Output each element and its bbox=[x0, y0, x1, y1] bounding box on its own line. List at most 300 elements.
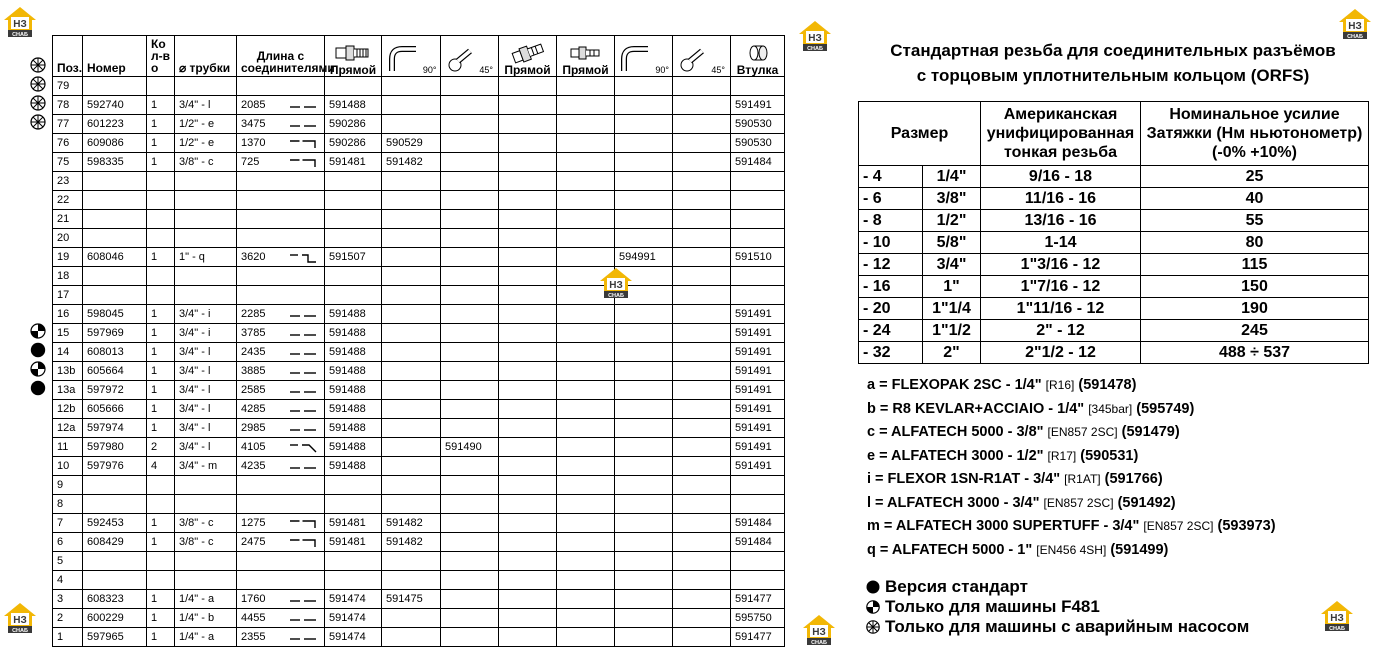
fitting-45-2-cell bbox=[673, 609, 731, 628]
sleeve-cell: 591477 bbox=[731, 590, 785, 609]
fitting-90-1-cell bbox=[382, 609, 441, 628]
orfs-thread-cell: 2" - 12 bbox=[981, 320, 1141, 342]
fitting-straight-2-cell bbox=[499, 514, 557, 533]
part-number-cell: 597969 bbox=[83, 324, 147, 343]
hose-legend-item bbox=[867, 398, 1367, 422]
straight-shape-icon bbox=[288, 328, 318, 340]
right-angle-shape-icon bbox=[288, 518, 318, 530]
row-marker bbox=[30, 57, 46, 73]
fitting-90-2-cell bbox=[615, 552, 673, 571]
fitting-90-2-cell bbox=[615, 419, 673, 438]
orfs-dash-cell: - 32 bbox=[859, 342, 923, 364]
sleeve-cell: 591491 bbox=[731, 324, 785, 343]
straight-shape-icon bbox=[288, 100, 318, 112]
orfs-row bbox=[859, 298, 1369, 320]
orfs-header-torque-line-3: (-0% +10%) bbox=[1212, 144, 1297, 161]
fitting-straight-3-cell bbox=[557, 248, 615, 267]
fitting-90-2-cell bbox=[615, 457, 673, 476]
quartered-circle-icon bbox=[30, 323, 46, 339]
hose-legend-item bbox=[867, 492, 1367, 516]
tube-cell bbox=[175, 267, 237, 286]
fitting-90-1-cell bbox=[382, 210, 441, 229]
qty-cell: 1 bbox=[147, 533, 175, 552]
qty-cell bbox=[147, 286, 175, 305]
orfs-row bbox=[859, 166, 1369, 188]
fitting-90-2-cell: 594991 bbox=[615, 248, 673, 267]
straight-shape-icon bbox=[288, 404, 318, 416]
table-row bbox=[53, 514, 785, 533]
header-straight-2-label: Прямой bbox=[504, 63, 551, 77]
fitting-45-2-cell bbox=[673, 381, 731, 400]
length-value: 2355 bbox=[241, 631, 266, 643]
pos-cell: 17 bbox=[53, 286, 83, 305]
table-row bbox=[53, 96, 785, 115]
qty-cell bbox=[147, 267, 175, 286]
fitting-90-1-cell bbox=[382, 628, 441, 647]
hose-legend-item bbox=[867, 421, 1367, 445]
fitting-straight-1-cell: 591488 bbox=[325, 419, 382, 438]
sleeve-cell bbox=[731, 495, 785, 514]
fitting-straight-2-cell bbox=[499, 191, 557, 210]
header-sleeve-label: Втулка bbox=[736, 63, 779, 77]
brand-logo-icon bbox=[1337, 6, 1373, 42]
orfs-header-thread-line-1: Американская bbox=[1003, 106, 1118, 123]
part-number-cell: 605664 bbox=[83, 362, 147, 381]
part-number-cell bbox=[83, 229, 147, 248]
fitting-straight-1-cell: 591488 bbox=[325, 305, 382, 324]
legend-f481 bbox=[866, 597, 1249, 617]
pos-cell: 77 bbox=[53, 115, 83, 134]
fitting-90-1-cell bbox=[382, 229, 441, 248]
table-row bbox=[53, 267, 785, 286]
parts-table bbox=[52, 35, 785, 647]
fitting-straight-1-cell: 591488 bbox=[325, 438, 382, 457]
length-cell bbox=[237, 552, 325, 571]
part-number-cell: 608429 bbox=[83, 533, 147, 552]
fitting-90-1-cell bbox=[382, 381, 441, 400]
table-row bbox=[53, 172, 785, 191]
pos-cell: 16 bbox=[53, 305, 83, 324]
fitting-straight-3-cell bbox=[557, 628, 615, 647]
fitting-straight-2-cell bbox=[499, 476, 557, 495]
table-row bbox=[53, 191, 785, 210]
sleeve-cell: 595750 bbox=[731, 609, 785, 628]
fitting-straight-1-cell: 591488 bbox=[325, 381, 382, 400]
sleeve-cell: 591491 bbox=[731, 419, 785, 438]
fitting-45-1-cell bbox=[441, 172, 499, 191]
fitting-45-1-cell bbox=[441, 495, 499, 514]
fitting-straight-3-cell bbox=[557, 153, 615, 172]
fitting-straight-2-cell bbox=[499, 343, 557, 362]
fitting-90-1-cell bbox=[382, 343, 441, 362]
fitting-45-2-cell bbox=[673, 533, 731, 552]
straight-shape-icon bbox=[288, 632, 318, 644]
hose-legend-spec: [345bar] bbox=[1088, 401, 1133, 416]
orfs-row bbox=[859, 254, 1369, 276]
pos-cell: 75 bbox=[53, 153, 83, 172]
length-value: 2435 bbox=[241, 346, 266, 358]
orfs-thread-cell: 9/16 - 18 bbox=[981, 166, 1141, 188]
fitting-straight-3-cell bbox=[557, 419, 615, 438]
fitting-straight-1-cell bbox=[325, 571, 382, 590]
quartered-circle-icon bbox=[30, 361, 46, 377]
hose-legend-main: e = ALFATECH 3000 - 1/2" bbox=[867, 447, 1044, 464]
fitting-straight-2-cell bbox=[499, 305, 557, 324]
fitting-90-2-cell bbox=[615, 134, 673, 153]
wheel-circle-icon bbox=[30, 95, 46, 111]
length-value: 4235 bbox=[241, 460, 266, 472]
pos-cell: 10 bbox=[53, 457, 83, 476]
fitting-45-1-cell bbox=[441, 400, 499, 419]
pos-cell: 2 bbox=[53, 609, 83, 628]
fitting-straight-3-cell bbox=[557, 590, 615, 609]
orfs-header-thread-line-2: унифицированная bbox=[986, 125, 1135, 142]
parts-header-row bbox=[53, 36, 785, 77]
pos-cell: 20 bbox=[53, 229, 83, 248]
orfs-torque-cell: 190 bbox=[1141, 298, 1369, 320]
fitting-straight-2-cell bbox=[499, 495, 557, 514]
qty-cell: 1 bbox=[147, 590, 175, 609]
orfs-header-thread bbox=[981, 102, 1141, 166]
orfs-table-body bbox=[859, 166, 1369, 364]
part-number-cell: 597980 bbox=[83, 438, 147, 457]
part-number-cell: 598335 bbox=[83, 153, 147, 172]
fitting-90-2-cell bbox=[615, 609, 673, 628]
fitting-straight-3-cell bbox=[557, 571, 615, 590]
length-value: 1760 bbox=[241, 593, 266, 605]
hose-legend-code: (591479) bbox=[1121, 424, 1180, 440]
length-value: 2475 bbox=[241, 536, 266, 548]
fitting-45-2-cell bbox=[673, 229, 731, 248]
fitting-90-1-cell bbox=[382, 419, 441, 438]
sleeve-cell bbox=[731, 172, 785, 191]
length-value: 2985 bbox=[241, 422, 266, 434]
legend-standard-label: Версия стандарт bbox=[885, 577, 1028, 596]
svg-text:НЗ: НЗ bbox=[808, 33, 822, 44]
straight-shape-icon bbox=[288, 366, 318, 378]
brand-logo-icon bbox=[2, 4, 38, 40]
hose-legend-main: a = FLEXOPAK 2SC - 1/4" bbox=[867, 377, 1042, 393]
sleeve-cell: 590530 bbox=[731, 115, 785, 134]
orfs-torque-table bbox=[858, 101, 1369, 364]
svg-text:НЗ: НЗ bbox=[13, 615, 27, 626]
table-row bbox=[53, 419, 785, 438]
sleeve-cell: 591491 bbox=[731, 343, 785, 362]
brand-logo-icon bbox=[1319, 598, 1355, 634]
header-pos: Поз. bbox=[53, 36, 83, 77]
orfs-header-torque-line-2: Затяжки (Нм ньютонометр) bbox=[1146, 125, 1363, 142]
quartered-circle-icon bbox=[866, 600, 880, 614]
hose-legend-main: c = ALFATECH 5000 - 3/8" bbox=[867, 424, 1044, 440]
hose-legend-spec: [EN857 2SC] bbox=[1143, 519, 1214, 533]
header-90-1 bbox=[382, 36, 441, 77]
header-45-1 bbox=[441, 36, 499, 77]
length-cell bbox=[237, 533, 325, 552]
part-number-cell: 597965 bbox=[83, 628, 147, 647]
qty-cell bbox=[147, 476, 175, 495]
table-row bbox=[53, 552, 785, 571]
tube-cell bbox=[175, 77, 237, 96]
fitting-straight-2-cell bbox=[499, 438, 557, 457]
header-qty: Кол-во bbox=[147, 36, 175, 77]
hose-legend-spec: [EN857 2SC] bbox=[1043, 495, 1114, 510]
pos-cell: 23 bbox=[53, 172, 83, 191]
sleeve-cell bbox=[731, 476, 785, 495]
tube-cell bbox=[175, 286, 237, 305]
fitting-45-2-cell bbox=[673, 590, 731, 609]
table-row bbox=[53, 153, 785, 172]
table-row bbox=[53, 362, 785, 381]
orfs-dash-cell: - 12 bbox=[859, 254, 923, 276]
pos-cell: 76 bbox=[53, 134, 83, 153]
fitting-straight-1-cell: 591488 bbox=[325, 400, 382, 419]
orfs-dash-cell: - 4 bbox=[859, 166, 923, 188]
fitting-90-2-cell bbox=[615, 96, 673, 115]
row-marker bbox=[30, 114, 46, 130]
fitting-45-2-cell bbox=[673, 514, 731, 533]
fitting-straight-1-cell bbox=[325, 172, 382, 191]
fitting-90-2-cell bbox=[615, 172, 673, 191]
orfs-row bbox=[859, 232, 1369, 254]
part-number-cell: 600229 bbox=[83, 609, 147, 628]
hose-legend-item bbox=[867, 445, 1367, 469]
header-straight-1 bbox=[325, 36, 382, 77]
hose-legend-code: (590531) bbox=[1080, 447, 1139, 464]
fitting-45-2-cell bbox=[673, 172, 731, 191]
fitting-straight-1-cell: 591481 bbox=[325, 514, 382, 533]
fitting-straight-3-cell bbox=[557, 381, 615, 400]
qty-cell bbox=[147, 495, 175, 514]
fitting-45-1-cell bbox=[441, 457, 499, 476]
orfs-torque-cell: 115 bbox=[1141, 254, 1369, 276]
orfs-dash-cell: - 8 bbox=[859, 210, 923, 232]
orfs-row bbox=[859, 342, 1369, 364]
fitting-straight-3-cell bbox=[557, 305, 615, 324]
fitting-straight-1-cell bbox=[325, 552, 382, 571]
straight-fitting-icon bbox=[509, 44, 547, 62]
fitting-90-1-cell bbox=[382, 400, 441, 419]
header-straight-3 bbox=[557, 36, 615, 77]
sleeve-cell: 591491 bbox=[731, 362, 785, 381]
length-cell bbox=[237, 457, 325, 476]
straight-fitting-icon bbox=[567, 44, 605, 62]
fitting-straight-3-cell bbox=[557, 495, 615, 514]
elbow-45-fitting-icon bbox=[678, 47, 708, 73]
straight-fitting-icon bbox=[334, 44, 372, 62]
fitting-straight-2-cell bbox=[499, 324, 557, 343]
fitting-straight-2-cell bbox=[499, 286, 557, 305]
fitting-straight-1-cell: 591507 bbox=[325, 248, 382, 267]
row-marker bbox=[30, 361, 46, 377]
qty-cell bbox=[147, 210, 175, 229]
fitting-90-1-cell bbox=[382, 172, 441, 191]
qty-cell: 1 bbox=[147, 514, 175, 533]
fitting-45-2-cell bbox=[673, 286, 731, 305]
orfs-thread-cell: 1"7/16 - 12 bbox=[981, 276, 1141, 298]
fitting-90-1-cell bbox=[382, 267, 441, 286]
qty-cell: 1 bbox=[147, 96, 175, 115]
part-number-cell bbox=[83, 191, 147, 210]
fitting-straight-1-cell bbox=[325, 267, 382, 286]
tube-cell bbox=[175, 495, 237, 514]
fitting-90-2-cell bbox=[615, 343, 673, 362]
header-90-2 bbox=[615, 36, 673, 77]
straight-shape-icon bbox=[288, 385, 318, 397]
sleeve-cell bbox=[731, 191, 785, 210]
fitting-straight-2-cell bbox=[499, 210, 557, 229]
fitting-straight-2-cell bbox=[499, 590, 557, 609]
fitting-45-2-cell bbox=[673, 552, 731, 571]
fitting-45-1-cell bbox=[441, 476, 499, 495]
fitting-45-2-cell bbox=[673, 305, 731, 324]
fitting-90-1-cell: 590529 bbox=[382, 134, 441, 153]
sleeve-cell: 591491 bbox=[731, 305, 785, 324]
orfs-inch-cell: 3/8" bbox=[923, 188, 981, 210]
parts-table-body bbox=[53, 77, 785, 647]
sleeve-cell: 591484 bbox=[731, 153, 785, 172]
legend-f481-label: Только для машины F481 bbox=[885, 597, 1100, 616]
brand-logo-icon bbox=[598, 265, 634, 301]
fitting-straight-2-cell bbox=[499, 134, 557, 153]
fitting-90-2-cell bbox=[615, 381, 673, 400]
fitting-straight-2-cell bbox=[499, 533, 557, 552]
fitting-90-2-cell bbox=[615, 533, 673, 552]
straight-shape-icon bbox=[288, 423, 318, 435]
orfs-header-thread-line-3: тонкая резьба bbox=[1004, 144, 1117, 161]
fitting-straight-2-cell bbox=[499, 267, 557, 286]
length-value: 1275 bbox=[241, 517, 266, 529]
table-row bbox=[53, 495, 785, 514]
svg-text:НЗ: НЗ bbox=[1330, 613, 1344, 624]
fitting-45-1-cell bbox=[441, 362, 499, 381]
fitting-45-2-cell bbox=[673, 248, 731, 267]
hose-legend-main: m = ALFATECH 3000 SUPERTUFF - 3/4" bbox=[867, 518, 1140, 534]
fitting-90-2-cell bbox=[615, 476, 673, 495]
length-cell bbox=[237, 115, 325, 134]
fitting-straight-1-cell bbox=[325, 495, 382, 514]
pos-cell: 11 bbox=[53, 438, 83, 457]
fitting-45-2-cell bbox=[673, 343, 731, 362]
fitting-straight-3-cell bbox=[557, 77, 615, 96]
orfs-thread-cell: 1-14 bbox=[981, 232, 1141, 254]
table-row bbox=[53, 476, 785, 495]
header-straight-2 bbox=[499, 36, 557, 77]
qty-cell bbox=[147, 229, 175, 248]
sleeve-cell: 591484 bbox=[731, 533, 785, 552]
tube-cell: 3/4" - l bbox=[175, 381, 237, 400]
orfs-thread-cell: 2"1/2 - 12 bbox=[981, 342, 1141, 364]
fitting-90-1-cell bbox=[382, 305, 441, 324]
fitting-90-2-cell bbox=[615, 438, 673, 457]
tube-cell: 1" - q bbox=[175, 248, 237, 267]
fitting-straight-1-cell: 590286 bbox=[325, 134, 382, 153]
fitting-straight-3-cell bbox=[557, 609, 615, 628]
fitting-straight-3-cell bbox=[557, 476, 615, 495]
brand-logo-icon bbox=[801, 612, 837, 648]
length-cell bbox=[237, 153, 325, 172]
hose-legend-spec: [R16] bbox=[1045, 378, 1075, 392]
filled-circle-icon bbox=[866, 580, 880, 594]
tube-cell: 1/4" - b bbox=[175, 609, 237, 628]
orfs-row bbox=[859, 276, 1369, 298]
fitting-90-2-cell bbox=[615, 400, 673, 419]
qty-cell: 1 bbox=[147, 419, 175, 438]
sleeve-cell bbox=[731, 552, 785, 571]
fitting-45-2-cell bbox=[673, 495, 731, 514]
fitting-straight-1-cell: 591481 bbox=[325, 533, 382, 552]
fitting-straight-2-cell bbox=[499, 400, 557, 419]
tube-cell: 1/2" - e bbox=[175, 115, 237, 134]
fitting-45-1-cell bbox=[441, 590, 499, 609]
sleeve-cell: 591510 bbox=[731, 248, 785, 267]
pos-cell: 8 bbox=[53, 495, 83, 514]
fitting-90-1-cell bbox=[382, 248, 441, 267]
fitting-straight-1-cell: 591474 bbox=[325, 590, 382, 609]
fitting-straight-1-cell bbox=[325, 476, 382, 495]
fitting-straight-2-cell bbox=[499, 172, 557, 191]
fitting-90-1-cell bbox=[382, 552, 441, 571]
orfs-inch-cell: 1/4" bbox=[923, 166, 981, 188]
hose-legend-main: l = ALFATECH 3000 - 3/4" bbox=[867, 494, 1040, 511]
row-marker bbox=[30, 76, 46, 92]
hose-legend-spec: [EN456 4SH] bbox=[1036, 542, 1107, 557]
header-45-2 bbox=[673, 36, 731, 77]
orfs-row bbox=[859, 210, 1369, 232]
tube-cell bbox=[175, 552, 237, 571]
header-90-2-label: 90° bbox=[655, 65, 669, 75]
part-number-cell: 608013 bbox=[83, 343, 147, 362]
fitting-90-2-cell bbox=[615, 115, 673, 134]
orfs-row bbox=[859, 320, 1369, 342]
qty-cell: 1 bbox=[147, 324, 175, 343]
table-row bbox=[53, 628, 785, 647]
pos-cell: 15 bbox=[53, 324, 83, 343]
fitting-90-2-cell bbox=[615, 210, 673, 229]
sleeve-cell: 591491 bbox=[731, 96, 785, 115]
table-row bbox=[53, 381, 785, 400]
part-number-cell: 597972 bbox=[83, 381, 147, 400]
header-straight-1-label: Прямой bbox=[329, 63, 377, 77]
straight-shape-icon bbox=[288, 119, 318, 131]
header-length: Длина с соединителями bbox=[237, 36, 325, 77]
table-row bbox=[53, 571, 785, 590]
length-value: 3885 bbox=[241, 365, 266, 377]
pos-cell: 12b bbox=[53, 400, 83, 419]
fitting-straight-3-cell bbox=[557, 552, 615, 571]
orfs-torque-cell: 488 ÷ 537 bbox=[1141, 342, 1369, 364]
orfs-thread-cell: 13/16 - 16 bbox=[981, 210, 1141, 232]
fitting-90-2-cell bbox=[615, 77, 673, 96]
hose-legend-item bbox=[867, 539, 1367, 563]
tube-cell: 3/4" - l bbox=[175, 400, 237, 419]
fitting-straight-2-cell bbox=[499, 153, 557, 172]
orfs-inch-cell: 1"1/4 bbox=[923, 298, 981, 320]
orfs-inch-cell: 5/8" bbox=[923, 232, 981, 254]
fitting-45-2-cell bbox=[673, 134, 731, 153]
header-tube: ⌀ трубки bbox=[175, 36, 237, 77]
orfs-inch-cell: 1"1/2 bbox=[923, 320, 981, 342]
fitting-45-1-cell bbox=[441, 305, 499, 324]
wheel-circle-icon bbox=[30, 76, 46, 92]
fitting-45-1-cell bbox=[441, 115, 499, 134]
fitting-45-1-cell bbox=[441, 77, 499, 96]
fitting-90-2-cell bbox=[615, 324, 673, 343]
brand-logo-icon bbox=[2, 600, 38, 636]
fitting-45-2-cell bbox=[673, 324, 731, 343]
part-number-cell: 597976 bbox=[83, 457, 147, 476]
svg-text:НЗ: НЗ bbox=[13, 19, 27, 30]
orfs-torque-cell: 55 bbox=[1141, 210, 1369, 232]
